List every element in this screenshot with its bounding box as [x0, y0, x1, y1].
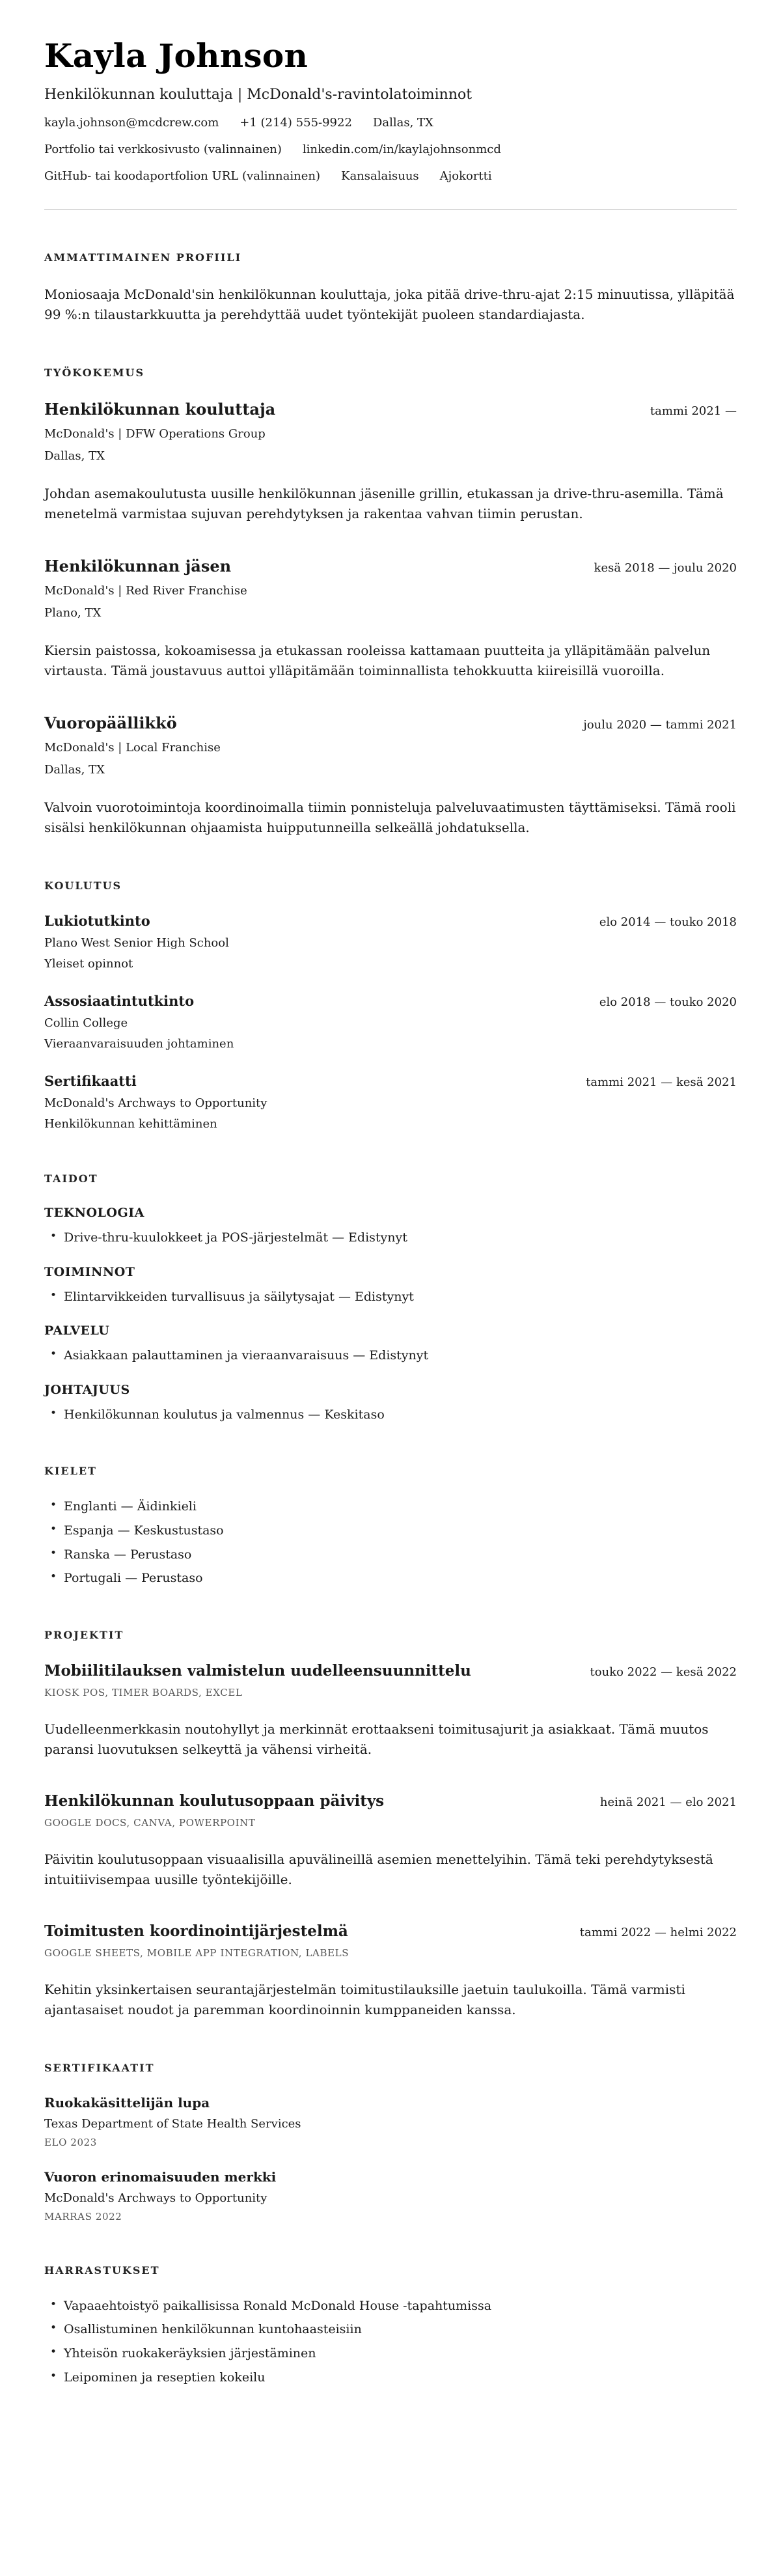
- project-entry: [44, 1922, 737, 2020]
- certification-issuer: Texas Department of State Health Services: [44, 2116, 301, 2131]
- skill-group: [44, 1265, 737, 1306]
- language-item: • Portugali — Perustaso: [44, 1570, 737, 1587]
- education-field: Vieraanvaraisuuden johtaminen: [44, 1037, 234, 1051]
- profile-text: Moniosaaja McDonald'sin henkilökunnan kouluttaja, joka pitää drive-thru-ajat 2:15 minuutissa, ylläpitää 99 %:n tilaustarkkuutta ja perehdyttää uudet työntekijät puoleen standardiajasta.: [44, 286, 735, 322]
- job-entry-head: [44, 400, 737, 419]
- hobby-list: [44, 2297, 737, 2386]
- job-dates: tammi 2021 —: [650, 404, 737, 418]
- skill-list: [44, 1406, 737, 1424]
- education-degree: Assosiaatintutkinto: [44, 993, 195, 1009]
- project-stack: GOOGLE SHEETS, MOBILE APP INTEGRATION, LABELS: [44, 1946, 349, 1959]
- section-projects: [44, 1629, 737, 2020]
- section-certifications: [44, 2062, 737, 2223]
- job-entry: [44, 557, 737, 681]
- section-heading-hobbies: HARRASTUKSET: [44, 2264, 160, 2277]
- section-heading-experience: TYÖKOKEMUS: [44, 367, 144, 379]
- certification-name: Vuoron erinomaisuuden merkki: [44, 2168, 277, 2185]
- section-heading-projects: PROJEKTIT: [44, 1628, 124, 1641]
- job-description: Valvoin vuorotoimintoja koordinoimalla tiimin ponnisteluja palveluvaatimusten täyttämiseksi. Tämä rooli sisälsi henkilökunnan ohjaamista huipputunneilla selkeällä johdatuksella.: [44, 799, 736, 835]
- education-school: McDonald's Archways to Opportunity: [44, 1096, 267, 1110]
- education-dates: tammi 2021 — kesä 2021: [586, 1075, 737, 1089]
- job-title: Henkilökunnan kouluttaja: [44, 400, 276, 419]
- skill-list: [44, 1347, 737, 1364]
- language-item: • Espanja — Keskustustaso: [44, 1522, 737, 1540]
- education-entry: [44, 993, 737, 1051]
- job-entry-head: [44, 557, 737, 575]
- hobby-item: • Osallistuminen henkilökunnan kuntohaasteisiin: [44, 2321, 737, 2338]
- education-field: Yleiset opinnot: [44, 957, 133, 971]
- job-title: Vuoropäällikkö: [44, 713, 177, 732]
- job-organization: McDonald's | Red River Franchise: [44, 584, 247, 598]
- education-dates: elo 2014 — touko 2018: [599, 915, 737, 929]
- project-stack: GOOGLE DOCS, CANVA, POWERPOINT: [44, 1816, 256, 1829]
- project-entry-head: [44, 1662, 737, 1680]
- job-organization: McDonald's | Local Franchise: [44, 741, 221, 755]
- citizenship-text: Kansalaisuus: [341, 169, 419, 183]
- certification-name: Ruokakäsittelijän lupa: [44, 2094, 210, 2111]
- project-title: Toimitusten koordinointijärjestelmä: [44, 1922, 348, 1940]
- education-field: Henkilökunnan kehittäminen: [44, 1117, 217, 1131]
- section-experience: [44, 367, 737, 838]
- skill-category: TEKNOLOGIA: [44, 1206, 144, 1220]
- skill-category: TOIMINNOT: [44, 1264, 135, 1279]
- drivers-license-text: Ajokortti: [439, 169, 492, 183]
- skill-category: PALVELU: [44, 1323, 110, 1338]
- skill-category: JOHTAJUUS: [44, 1382, 130, 1397]
- skill-item: • Asiakkaan palauttaminen ja vieraanvaraisuus — Edistynyt: [44, 1347, 737, 1364]
- skill-list: [44, 1288, 737, 1306]
- section-heading-certifications: SERTIFIKAATIT: [44, 2061, 155, 2074]
- skill-item: • Drive-thru-kuulokkeet ja POS-järjestelmät — Edistynyt: [44, 1229, 737, 1247]
- job-organization: McDonald's | DFW Operations Group: [44, 427, 266, 441]
- resume-header: [44, 36, 737, 210]
- section-hobbies: [44, 2264, 737, 2386]
- language-item: • Englanti — Äidinkieli: [44, 1498, 737, 1516]
- section-education: [44, 879, 737, 1131]
- project-stack: KIOSK POS, TIMER BOARDS, EXCEL: [44, 1686, 243, 1698]
- job-entry: [44, 713, 737, 838]
- hobby-item: • Yhteisön ruokakeräyksien järjestäminen: [44, 2345, 737, 2362]
- contact-row-3: [44, 169, 737, 183]
- location-text: Dallas, TX: [372, 116, 433, 130]
- job-location: Dallas, TX: [44, 449, 105, 463]
- skill-group: [44, 1323, 737, 1364]
- contact-row-2: [44, 143, 737, 156]
- education-entry-head: [44, 993, 737, 1009]
- job-description: Johdan asemakoulutusta uusille henkilökunnan jäsenille grillin, etukassan ja drive-thru-asemilla. Tämä menetelmä varmistaa sujuvan perehdytyksen ja rakentaa vahvan tiimin perustan.: [44, 486, 724, 521]
- education-entry-head: [44, 913, 737, 929]
- linkedin-text: linkedin.com/in/kaylajohnsonmcd: [302, 143, 501, 156]
- section-languages: [44, 1465, 737, 1586]
- project-entry: [44, 1662, 737, 1760]
- certification-entry: [44, 2169, 737, 2223]
- header-divider: [44, 209, 737, 210]
- project-description: Päivitin koulutusoppaan visuaalisilla apuvälineillä asemien menettelyihin. Tämä teki perehdytyksestä intuitiivisempaa uusille työntekijöille.: [44, 1851, 713, 1887]
- project-entry: [44, 1792, 737, 1890]
- job-title: Henkilökunnan jäsen: [44, 557, 232, 575]
- job-entry: [44, 400, 737, 524]
- job-dates: kesä 2018 — joulu 2020: [594, 561, 737, 575]
- education-entry-head: [44, 1073, 737, 1089]
- hobby-item: • Leipominen ja reseptien kokeilu: [44, 2369, 737, 2387]
- project-description: Kehitin yksinkertaisen seurantajärjestelmän toimitustilauksille jaetuin taulukoilla. Tämä varmisti ajantasaiset noudot ja paremman koordinoinnin kumppaneiden kanssa.: [44, 1981, 685, 2017]
- education-school: Plano West Senior High School: [44, 936, 229, 950]
- github-placeholder-text: GitHub- tai koodaportfolion URL (valinnainen): [44, 169, 320, 183]
- section-profile: [44, 251, 737, 325]
- skill-group: [44, 1383, 737, 1424]
- certification-issuer: McDonald's Archways to Opportunity: [44, 2191, 267, 2205]
- job-location: Plano, TX: [44, 606, 102, 620]
- portfolio-placeholder-text: Portfolio tai verkkosivusto (valinnainen): [44, 143, 282, 156]
- project-title: Mobiilitilauksen valmistelun uudelleensuunnittelu: [44, 1661, 471, 1680]
- project-entry-head: [44, 1792, 737, 1810]
- education-degree: Sertifikaatti: [44, 1073, 137, 1089]
- section-heading-languages: KIELET: [44, 1465, 97, 1478]
- education-school: Collin College: [44, 1016, 128, 1030]
- job-entry-head: [44, 713, 737, 732]
- skill-group: [44, 1206, 737, 1247]
- project-dates: touko 2022 — kesä 2022: [590, 1665, 737, 1679]
- section-skills: [44, 1172, 737, 1423]
- certification-date: ELO 2023: [44, 2136, 97, 2148]
- section-heading-education: KOULUTUS: [44, 879, 122, 892]
- phone-text: +1 (214) 555-9922: [240, 116, 352, 130]
- person-name: Kayla Johnson: [44, 36, 308, 75]
- hobby-item: • Vapaaehtoistyö paikallisissa Ronald McDonald House -tapahtumissa: [44, 2297, 737, 2315]
- person-headline: Henkilökunnan kouluttaja | McDonald's-ravintolatoiminnot: [44, 87, 473, 103]
- job-description: Kiersin paistossa, kokoamisessa ja etukassan rooleissa kattamaan puutteita ja ylläpitämään palvelun virtausta. Tämä joustavuus auttoi ylläpitämään toiminnallista tehokkuutta kiireisillä vuoroilla.: [44, 643, 711, 678]
- section-heading-skills: TAIDOT: [44, 1172, 98, 1185]
- education-entry: [44, 913, 737, 971]
- job-dates: joulu 2020 — tammi 2021: [583, 718, 737, 732]
- education-degree: Lukiotutkinto: [44, 913, 150, 929]
- education-entry: [44, 1073, 737, 1131]
- skill-item: • Elintarvikkeiden turvallisuus ja säilytysajat — Edistynyt: [44, 1288, 737, 1306]
- skill-list: [44, 1229, 737, 1247]
- language-list: [44, 1498, 737, 1586]
- contact-row-1: [44, 116, 737, 130]
- project-description: Uudelleenmerkkasin noutohyllyt ja merkinnät erottaakseni toimitusajurit ja asiakkaat. Tämä muutos paransi luovutuksen selkeyttä ja vähensi virheitä.: [44, 1721, 709, 1757]
- skill-item: • Henkilökunnan koulutus ja valmennus — Keskitaso: [44, 1406, 737, 1424]
- section-heading-profile: AMMATTIMAINEN PROFIILI: [44, 251, 242, 264]
- certification-date: MARRAS 2022: [44, 2210, 122, 2223]
- certification-entry: [44, 2095, 737, 2148]
- language-item: • Ranska — Perustaso: [44, 1546, 737, 1564]
- project-title: Henkilökunnan koulutusoppaan päivitys: [44, 1792, 385, 1810]
- job-location: Dallas, TX: [44, 763, 105, 777]
- education-dates: elo 2018 — touko 2020: [599, 995, 737, 1009]
- email-text: kayla.johnson@mcdcrew.com: [44, 116, 219, 130]
- project-dates: heinä 2021 — elo 2021: [599, 1795, 737, 1809]
- project-dates: tammi 2022 — helmi 2022: [579, 1925, 737, 1939]
- project-entry-head: [44, 1922, 737, 1940]
